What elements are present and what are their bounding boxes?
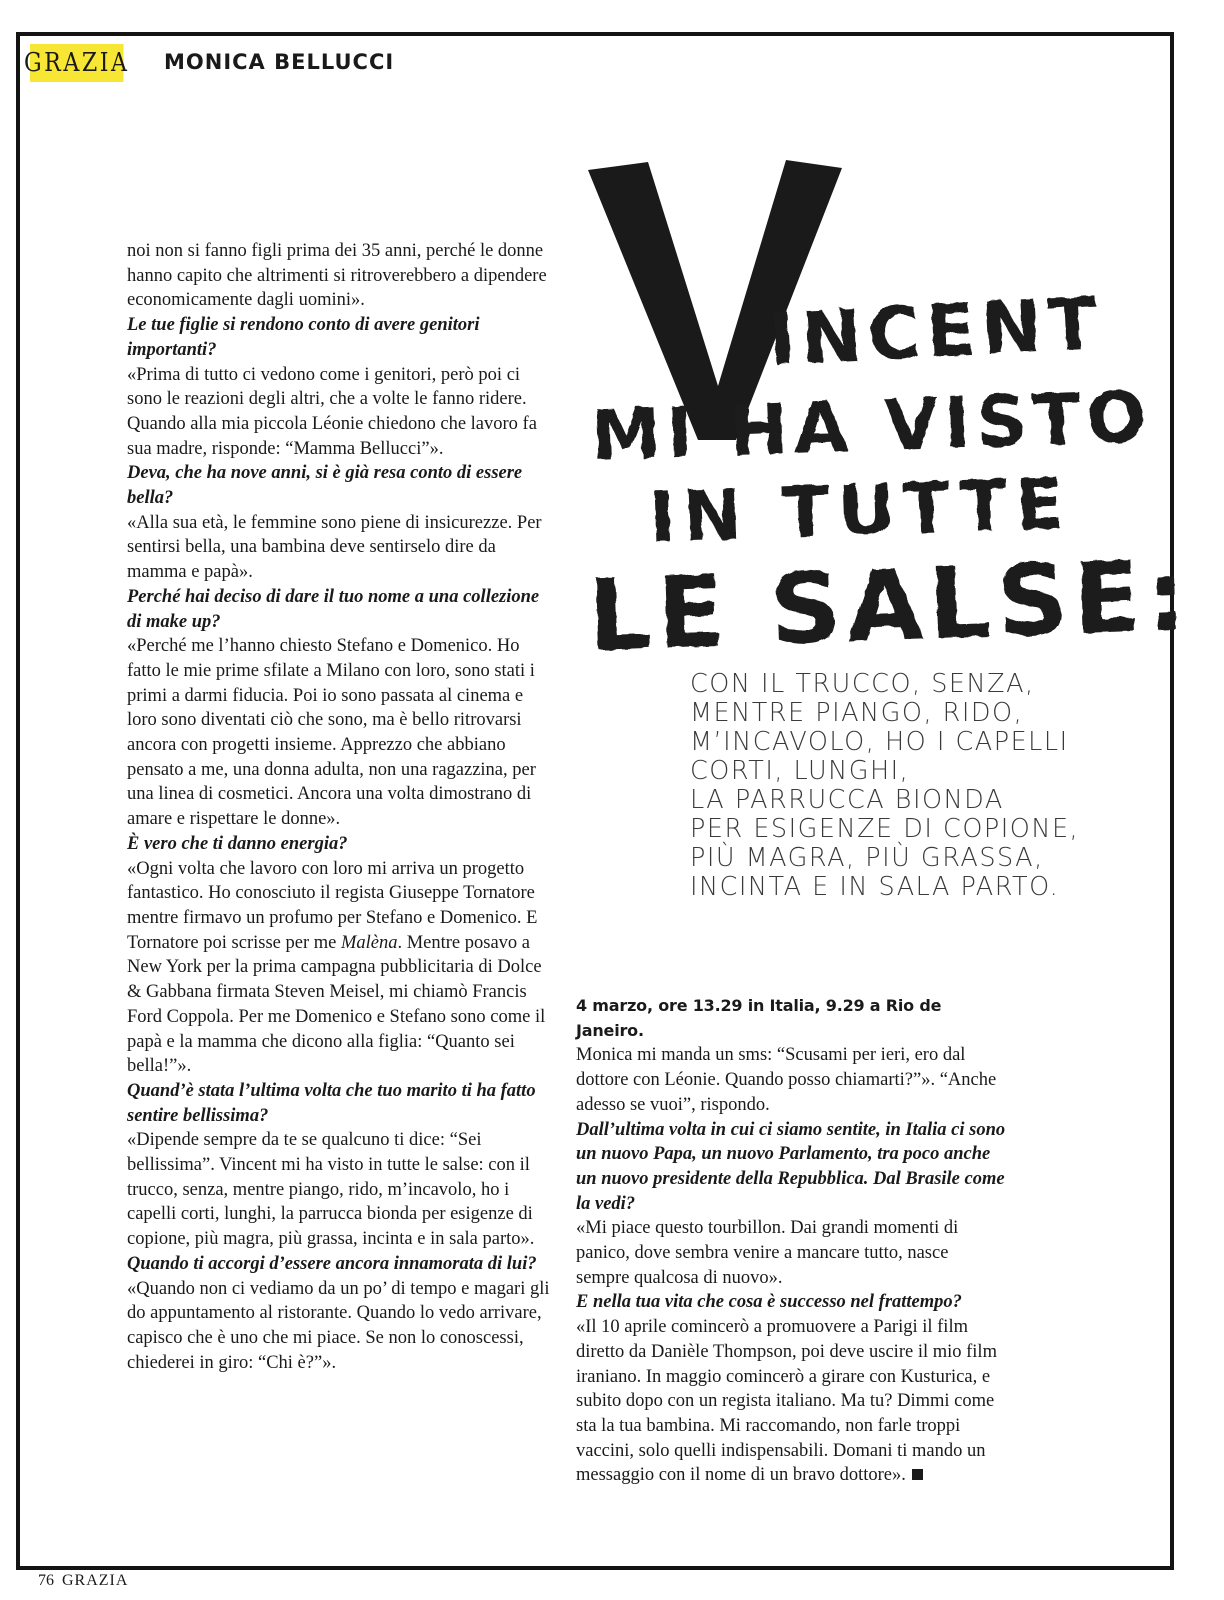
headline-line-1: INCENT (766, 280, 1105, 382)
interview-answer: «Prima di tutto ci vedono come i genitori, però poi ci sono le reazioni degli altri, che a volte le fanno ridere. Quando alla mia piccola Léonie chiedono che lavoro fa sua madre, risponde: “Mamma Bellucci”». (127, 364, 537, 459)
interview-answer (127, 857, 557, 1079)
interview-question: Perché hai deciso di dare il tuo nome a una collezione di make up? (127, 586, 540, 632)
page-number: 76 (38, 1572, 54, 1589)
interview-answer: «Dipende sempre da te se qualcuno ti dice: “Sei bellissima”. Vincent mi ha visto in tutte le salse: con il trucco, senza, mentre piango, rido, m’incavolo, ho i capelli corti, lunghi, la parrucca bionda per esigenze di copione, più magra, più grassa, incinta e in sala parto». (127, 1130, 535, 1250)
interview-question: Dall’ultima volta in cui ci siamo sentite, in Italia ci sono un nuovo Papa, un nuovo Parlamento, tra poco anche un nuovo presidente della Repubblica. Dal Brasile come la vedi? (576, 1119, 1006, 1214)
interview-question: È vero che ti danno energia? (127, 833, 348, 854)
answer-text: «Ogni volta che lavoro con loro mi arriva un progetto fantastico. Ho conosciuto il regista Giuseppe Tornatore mentre firmavo un profumo per Stefano e Domenico. E Tornatore poi scrisse per me (127, 858, 538, 953)
pull-quote-line: CON IL TRUCCO, SENZA, (690, 669, 1035, 699)
interview-answer: «Alla sua età, le femmine sono piene di insicurezze. Per sentirsi bella, una bambina deve sentirselo dire da mamma e papà». (127, 512, 542, 583)
headline-line-2: MI HA VISTO (589, 375, 1154, 477)
pull-quote-line: LA PARRUCCA BIONDA (690, 785, 1004, 815)
pull-quote-line: PER ESIGENZE DI COPIONE, (690, 814, 1080, 844)
body-paragraph: noi non si fanno figli prima dei 35 anni, perché le donne hanno capito che altrimenti si ritroverebbero a dipendere economicamente dagli uomini». (127, 241, 547, 311)
pull-quote (690, 670, 1160, 902)
pull-quote-line: MENTRE PIANGO, RIDO, (690, 698, 1024, 728)
interview-question: E nella tua vita che cosa è successo nel frattempo? (576, 1292, 962, 1313)
page-footer (38, 1572, 128, 1590)
magazine-logo: GRAZIA (30, 44, 124, 82)
answer-text: . Mentre posavo a New York per la prima campagna pubblicitaria di Dolce & Gabbana firmata Steven Meisel, mi chiamò Francis Ford Coppola. Per me Domenico e Stefano sono come il papà e la mamma che dicono alla figlia: “Quanto sei bella!”». (127, 932, 546, 1077)
interview-answer: «Quando non ci vediamo da un po’ di tempo e magari gli do appuntamento al ristorante. Quando lo vedo arrivare, capisco che è uno che mi piace. Se non lo conoscessi, chiederei in giro: “Chi è?”». (127, 1278, 550, 1373)
dateline: 4 marzo, ore 13.29 in Italia, 9.29 a Rio de Janeiro. (576, 996, 942, 1040)
section-title: MONICA BELLUCCI (164, 50, 395, 74)
interview-answer (576, 1315, 1006, 1488)
interview-question: Quando ti accorgi d’essere ancora innamorata di lui? (127, 1253, 537, 1274)
headline-line-3: IN TUTTE (647, 462, 1073, 559)
pull-quote-line: PIÙ MAGRA, PIÙ GRASSA, (690, 843, 1044, 873)
body-paragraph: Monica mi manda un sms: “Scusami per ieri, ero dal dottore con Léonie. Quando posso chiamarti?”». “Anche adesso se vuoi”, rispondo. (576, 1045, 997, 1115)
interview-question: Le tue figlie si rendono conto di avere genitori importanti? (127, 315, 480, 360)
interview-answer: «Mi piace questo tourbillon. Dai grandi momenti di panico, dove sembra venire a mancare tutto, nasce sempre qualcosa di nuovo». (576, 1218, 959, 1288)
footer-brand: GRAZIA (62, 1572, 129, 1589)
interview-question: Quand’è stata l’ultima volta che tuo marito ti ha fatto sentire bellissima? (127, 1080, 536, 1126)
article-column-left (127, 239, 557, 1375)
headline-line-4: LE SALSE: (586, 539, 1194, 674)
pull-quote-line: INCINTA E IN SALA PARTO. (690, 872, 1060, 902)
pull-quote-line: M’INCAVOLO, HO I CAPELLI (690, 727, 1069, 757)
interview-question: Deva, che ha nove anni, si è già resa conto di essere bella? (127, 463, 523, 509)
article-column-right (576, 994, 1006, 1488)
film-title: Malèna (340, 932, 398, 953)
answer-text: «Il 10 aprile comincerò a promuovere a Parigi il film diretto da Danièle Thompson, poi deve uscire il mio film iraniano. In maggio comincerò a girare con Kusturica, e subito dopo con un regista italiano. Ma tu? Dimmi come sta la tua bambina. Mi raccomando, non farle troppi vaccini, solo quelli indispensabili. Domani ti mando un messaggio con il nome di un bravo dottore». (576, 1317, 997, 1486)
pull-quote-line: CORTI, LUNGHI, (690, 756, 910, 786)
interview-answer: «Perché me l’hanno chiesto Stefano e Domenico. Ho fatto le mie prime sfilate a Milano con loro, sono stati i primi a darmi fiducia. Poi io sono passata al cinema e loro sono diventati ciò che sono, ma è bello ritrovarsi ancora con progetti insieme. Apprezzo che abbiano pensato a me, una donna adulta, non una ragazzina, per una linea di cosmetici. Ancora una volta dimostrano di amare e rispettare le donne». (127, 636, 536, 830)
end-of-article-mark (912, 1469, 923, 1480)
brush-headline (580, 140, 1194, 700)
